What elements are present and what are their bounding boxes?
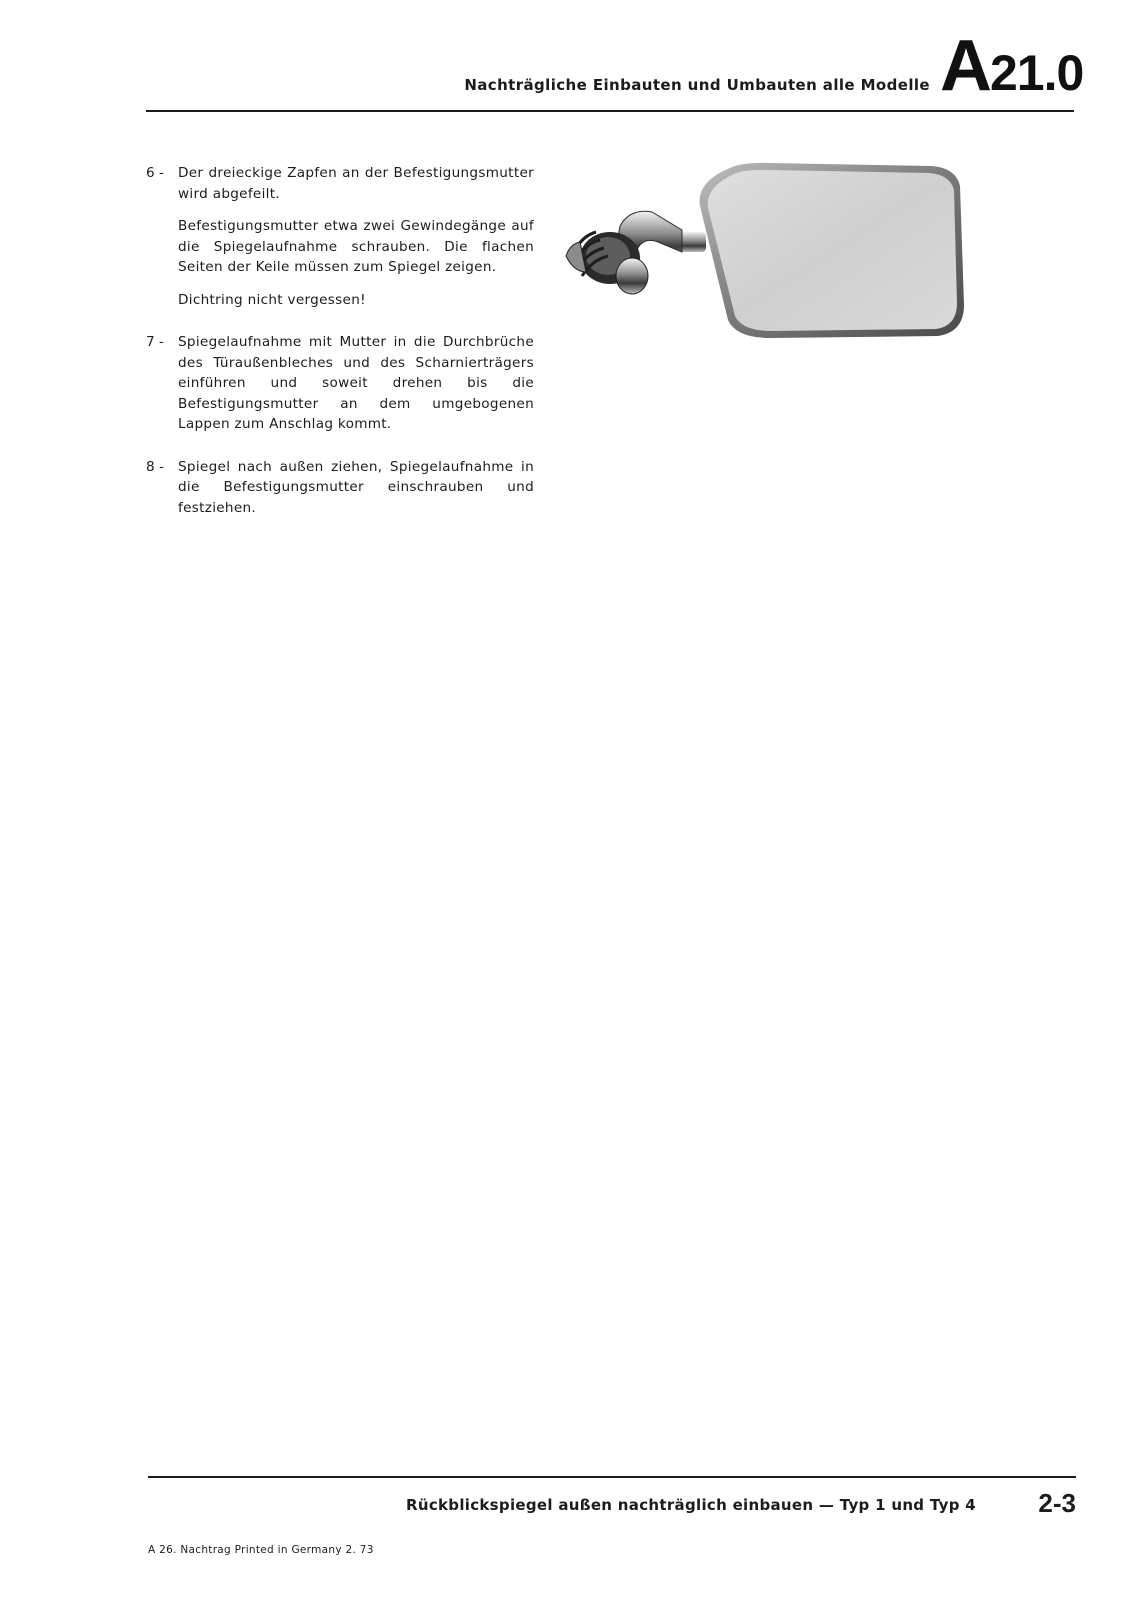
header-rule <box>146 110 1074 112</box>
page-header-title: Nachträgliche Einbauten und Umbauten alle Modelle <box>464 76 930 94</box>
step-paragraph: Der dreieckige Zapfen an der Befestigungsmutter wird abgefeilt. <box>178 165 534 202</box>
footer-rule <box>148 1476 1076 1478</box>
section-letter: A <box>940 26 990 106</box>
mirror-arm-joint <box>680 232 706 252</box>
instruction-steps <box>146 163 536 540</box>
print-imprint: A 26. Nachtrag Printed in Germany 2. 73 <box>148 1544 374 1556</box>
step-number: 8 - <box>146 458 164 475</box>
page-number: 2-3 <box>1038 1488 1076 1518</box>
mirror-glass <box>708 170 957 331</box>
step-body <box>178 163 534 310</box>
step-8 <box>146 457 536 519</box>
step-number: 7 - <box>146 334 164 350</box>
step-paragraph: Befestigungsmutter etwa zwei Gewindegänge auf die Spiegelaufnahme schrauben. Die flachen Seiten der Keile müssen zum Spiegel zeigen. <box>178 218 534 275</box>
step-paragraph: Dichtring nicht vergessen! <box>178 291 366 308</box>
step-6 <box>146 163 536 310</box>
step-7 <box>146 332 536 435</box>
step-number: 6 - <box>146 165 164 181</box>
step-body <box>178 457 534 519</box>
section-number: 21.0 <box>990 45 1084 101</box>
mirror-illustration <box>560 160 990 350</box>
footer-title: Rückblickspiegel außen nachträglich einbauen — Typ 1 und Typ 4 <box>406 1496 976 1514</box>
step-paragraph: Spiegelaufnahme mit Mutter in die Durchbrüche des Türaußenbleches und des Scharnierträgers einführen und soweit drehen bis die Befestigungsmutter an dem umgebogenen Lappen zum Anschlag kommt. <box>178 334 534 432</box>
step-body <box>178 332 534 435</box>
mirror-photo <box>560 160 990 350</box>
section-code <box>940 26 1084 106</box>
step-paragraph: Spiegel nach außen ziehen, Spiegelaufnahme in die Befestigungsmutter einschrauben und festziehen. <box>178 458 534 516</box>
